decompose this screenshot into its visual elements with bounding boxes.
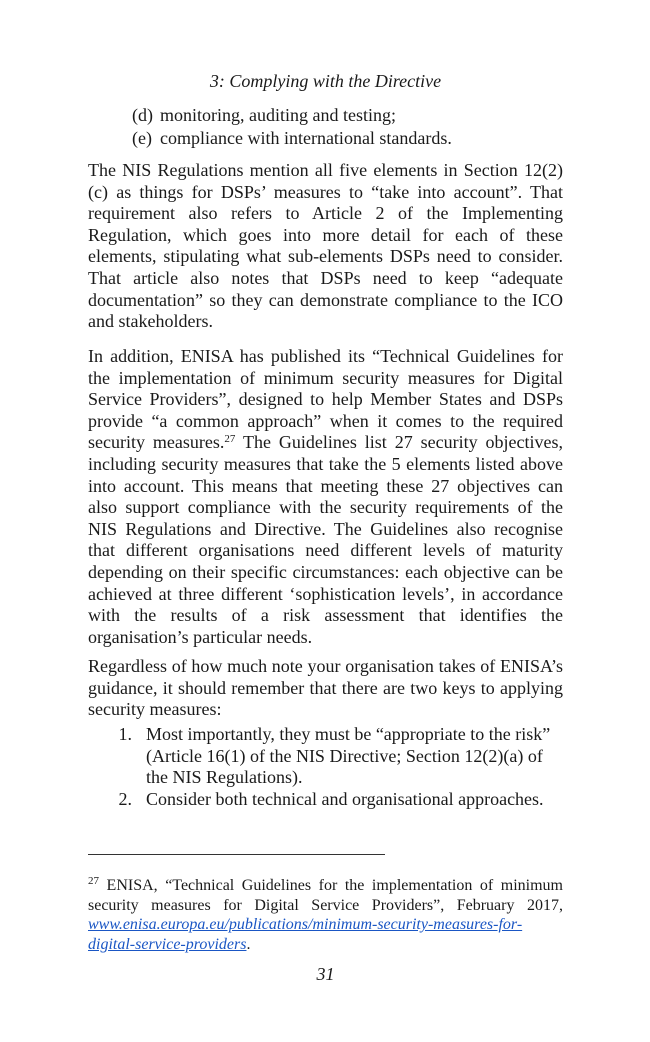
paragraph-text: The Guidelines list 27 security objectives, including security measures that take the 5 elements listed above into account. This means that meeting these 27 objectives can also support compliance with the security requirements of the NIS Regulations and Directive. The Guidelines also recognise that different organisations need different levels of maturity depending on their specific circumstances: each objective can be achieved at three different ‘sophistication levels’, in accordance with the results of a risk assessment that identifies the organisation’s particular needs. [88,432,564,647]
list-item [132,104,563,127]
list-item [132,127,563,150]
list-marker: (e) [132,128,152,148]
footnote-divider [88,854,385,855]
footnote-reference[interactable]: 27 [224,433,236,446]
list-item-text: Most importantly, they must be “appropriate to the risk” (Article 16(1) of the NIS Directive; Section 12(2)(a) of the NIS Regulations). [146,724,551,788]
footnote-end: . [246,935,251,953]
list-item-text: monitoring, auditing and testing; [160,105,396,125]
paragraph-nis-regulations: The NIS Regulations mention all five elements in Section 12(2)(c) as things for DSPs’ measures to “take into account”. That requirement also refers to Article 2 of the Implementing Regulation, which goes into more detail for each of these elements, stipulating what sub-elements DSPs need to consider. That article also notes that DSPs need to keep “adequate documentation” so they can demonstrate compliance to the ICO and stakeholders. [88,160,563,332]
paragraph-two-keys: Regardless of how much note your organisation takes of ENISA’s guidance, it should remember that there are two keys to applying security measures: [88,656,563,720]
list-marker: (d) [132,105,153,125]
list-number: 2. [118,788,132,809]
footnote-marker: 27 [88,875,99,887]
list-item [88,724,563,789]
running-header: 3: Complying with the Directive [209,71,442,91]
list-item-text: compliance with international standards. [160,128,452,148]
page-number: 31 [316,964,335,984]
footnote-link[interactable]: www.enisa.europa.eu/publications/minimum-security-measures-for-digital-service-providers [88,916,523,953]
numbered-list [88,724,563,810]
footnote-text: ENISA, “Technical Guidelines for the implementation of minimum security measures for Digital Service Providers”, February 2017, [88,877,563,914]
paragraph-text: In addition, ENISA has published its “Technical Guidelines for the implementation of minimum security measures for Digital Service Providers”, designed to help Member States and DSPs provide “a common approach” when it comes to the required security measures. [88,346,563,453]
paragraph-enisa-guidelines [88,346,563,648]
footnote [88,876,563,954]
list-number: 1. [118,724,132,744]
list-item [88,789,563,811]
list-item-text: Consider both technical and organisational approaches. [146,788,544,809]
sub-element-list [132,104,563,150]
